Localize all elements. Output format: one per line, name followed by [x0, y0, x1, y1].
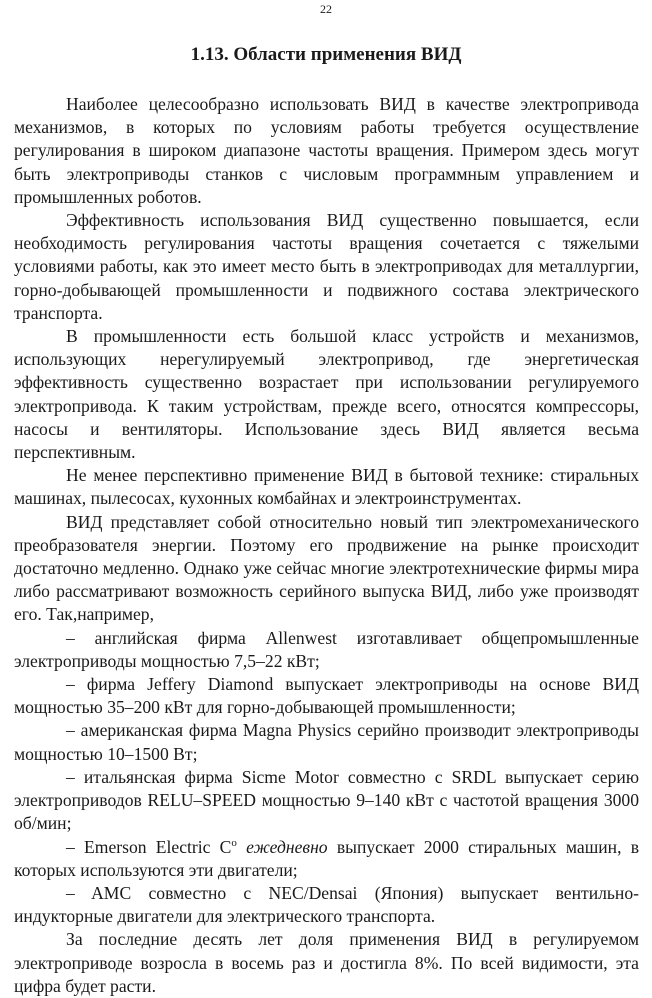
paragraph: Эффективность использования ВИД существенно повышается, если необходимость регулирования частоты вращения сочетается с тяжелыми условиями работы, как это имеет место быть в электроприводах для металлургии, горно-добывающей промышленности и подвижного состава электрического транспорта.	[14, 210, 639, 323]
list-item: – итальянская фирма Sicme Motor совместно с SRDL выпускает серию электроприводов RELU–SPEED мощностью 9–140 кВт с частотой вращения 3000 об/мин;	[14, 766, 639, 834]
paragraph: Наиболее целесообразно использовать ВИД в качестве электропривода механизмов, в которых по условиям работы требуется осуществление регулирования в широком диапазоне частоты вращения. Примером здесь могут быть электроприводы станков с числовым программным управлением и промышленных роботов.	[14, 94, 639, 207]
list-item: – AMC совместно с NEC/Densai (Япония) выпускает вентильно-индукторные двигатели для электрического транспорта.	[14, 882, 639, 927]
paragraph: ВИД представляет собой относительно новый тип электромеханического преобразователя энергии. Поэтому его продвижение на рынке происходит достаточно медленно. Однако уже сейчас многие электротехнические фирмы мира либо рассматривают возможность серийного выпуска ВИД, либо уже производят его. Так,например,	[14, 511, 639, 625]
page-number: 22	[320, 2, 332, 16]
paragraph: В промышленности есть большой класс устройств и механизмов, использующих нерегулируемый электропривод, где энергетическая эффективность существенно возрастает при использовании регулируемого электропривода. К таким устройствам, прежде всего, относятся компрессоры, насосы и вентиляторы. Использование здесь ВИД является весьма перспективным.	[14, 326, 639, 463]
closing-paragraph: За последние десять лет доля применения ВИД в регулируемом электроприводе возросла в восемь раз и достигла 8%. По всей видимости, эта цифра будет расти.	[14, 929, 639, 996]
emerson-superscript: o	[231, 836, 237, 849]
list-item: – фирма Jeffery Diamond выпускает электроприводы на основе ВИД мощностью 35–200 кВт для горно-добывающей промышленности;	[14, 674, 639, 718]
emerson-suffix: выпускает 2000 стиральных машин, в которых используются эти двигатели;	[14, 836, 639, 880]
list-item: – американская фирма Magna Physics серийно производит электроприводы мощностью 10–1500 Вт;	[14, 720, 639, 764]
paragraph: Не менее перспективно применение ВИД в бытовой технике: стиральных машинах, пылесосах, кухонных комбайнах и электроинструментах.	[14, 465, 639, 509]
emerson-prefix: – Emerson Electric C	[66, 836, 232, 857]
emerson-italic: ежедневно	[246, 836, 328, 857]
body-text	[14, 93, 639, 998]
list-item: – английская фирма Allenwest изготавливает общепромышленные электроприводы мощностью 7,5–22 кВт;	[14, 627, 639, 671]
list-item-emerson	[14, 836, 639, 882]
section-heading: 1.13. Области применения ВИД	[190, 44, 462, 65]
